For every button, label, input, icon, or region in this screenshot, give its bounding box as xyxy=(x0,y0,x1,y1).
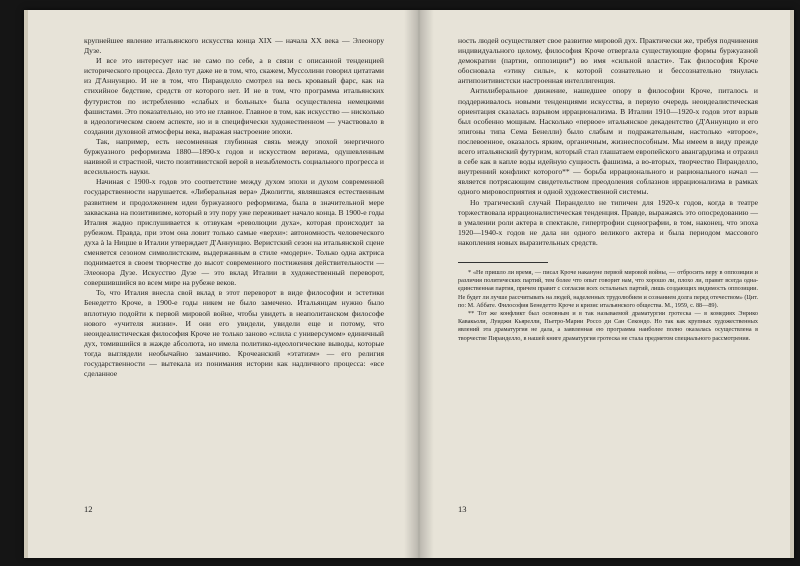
paragraph: Антилиберальное движение, нашедшее опору в философии Кроче, питалось и поддерживалось новыми тенденциями искусства, в первую очередь неоидеалистическая ориентация сказалась взрывом иррационализма. В Италии 1910—1920-х годов этот взрыв был особенно мощным. Насколько «первое» итальянское декадентство (Д'Аннунцио и его эпигоны типа Сема Бенелли) было слабым и подражательным, настолько «второе», послевоенное, оказалось ярким, органичным, жизнеспособным. Мы имеем в виду прежде всего итальянский футуризм, который стал глашатаем европейского авангардизма и отразил в себе как в капле воды идейную сущность фашизма, а во-вторых, творчество Пиранделло, внутренний конфликт которого** — борьба иррационального и рационального начал — является потрясающим свидетельством преодоления соблазнов иррационализма в рамках одного мировосприятия и одной художественной системы. xyxy=(458,86,758,197)
page-edge-right xyxy=(790,10,794,558)
book-gutter xyxy=(404,10,434,558)
left-page xyxy=(84,36,384,379)
right-page xyxy=(458,36,758,343)
page-number-left: 12 xyxy=(84,504,93,514)
footnotes xyxy=(458,269,758,343)
paragraph: То, что Италия внесла свой вклад в этот переворот в виде философии и эстетики Бенедетто Кроче, в 1900-е годы никем не было замечено. Итальянцам нужно было вплотную подойти к первой мировой войне, чтобы увидеть в неаполитанском философе нового «учителя жизни». И они его увидели, увидели еще и потому, что неоидеалистическая философия Кроче не только заново «слила с универсумом» единичный дух, томившийся в жажде абсолюта, но имела политико-идеологические выводы, которые тогда выглядели необычайно заманчиво. Крочеанский «этатизм» — его религия государственности — вытекала из понимания истории как надличного процесса: «все сделанное xyxy=(84,288,384,379)
paragraph: Но трагический случай Пиранделло не типичен для 1920-х годов, когда в театре торжествовала иррационалистическая тенденция. Правде, выражаясь это опосредованию — в умалении роли актера в спектакле, гипертрофии сценографии, в том, наконец, что эпоха 1920—1940-х годов не дала ни одного великого актера и была периодом массового накопления новых выразительных средств. xyxy=(458,197,758,247)
paragraph: крупнейшее явление итальянского искусства конца XIX — начала XX века — Элеонору Дузе. xyxy=(84,36,384,56)
paragraph: Начиная с 1900-х годов это соответствие между духом эпохи и духом современной государственности нарушается. «Либеральная вера» Джолитти, являвшаяся естественным развитием и продолжением идеи буржуазного реформизма, была в значительной мере закваскана на позитивизме, который в эту пору уже переживает начало конца. В 1900-е годы Италия жадно прислушивается к отзвукам «революции духа», которая происходит за рубежом. Правда, при этом она ловит только самые «верхи»: автономность человеческого духа à la Ницше в Италии утверждает Д'Аннунцио. Веристский сезон на итальянской сцене сменяется сезоном символистским, выдержанным в стиле «модерн». Только одна актриса поднимается в своем творчестве до высот современного постижения действительности — Элеонора Дузе. Искусство Дузе — это вклад Италии в художественный переворот, совершившийся во всем мире на рубеже веков. xyxy=(84,177,384,288)
footnote-rule xyxy=(458,262,548,263)
paragraph: Так, например, есть несомненная глубинная связь между эпохой энергичного буржуазного реформизма 1880—1890-х годов и искусством веризма, одушевленным наивной и страстной, чисто позитивистской верой в незыблемость социального прогресса и всесильность науки. xyxy=(84,136,384,177)
footnote: ** Тот же конфликт был основным и в так называемой драматургии гротеска — в комедиях Энрико Кавакьоли, Луиджи Кьярелли, Пьетро-Марии Россо ди Сан Секондо. Но так как крупных художественных явлений эта драматургия не дала, а заявленная ею программа наиболее полно оказалась осуществлена в творчестве Пиранделло, в нашей книге драматургия гротеска не стала предметом специального рассмотрения. xyxy=(458,309,758,342)
page-edge-left xyxy=(24,10,28,558)
page-number-right: 13 xyxy=(458,504,467,514)
book-spread xyxy=(24,10,794,558)
paragraph: ность людей осуществляет свое развитие мировой дух. Практически же, требуя подчинения индивидуального целому, философия Кроче отвергала существующие формы буржуазной демократии (партии, оппозиции*) во имя «сильной власти». Так философия Кроче обосновала «этику силы», к которой сознательно и бессознательно тянулась антипозитивистски настроенная интеллигенция. xyxy=(458,36,758,86)
footnote: * «Не пришло ли время, — писал Кроче накануне первой мировой войны, — отбросить веру в оппозиции и различия политических партий, тем более что опыт говорит нам, что хорошо ли, плохо ли, правит всегда одна-единственная партия, причем правит с согласия всех остальных партий, лишь создающих видимость оппозиции. Не будет ли лучше рассчитывать на людей, наделенных трудолюбием и сознанием долга перед отечеством» (Цит. по: М. Аббате. Философия Бенедетто Кроче и кризис итальянского общества. М., 1959, с. 88—89). xyxy=(458,268,758,309)
paragraph: И все это интересует нас не само по себе, а в связи с описанной тенденцией исторического процесса. Дело тут даже не в том, что, скажем, Муссолини говорил цитатами из Д'Аннунцио. И не в том, что Пиранделло смотрел на весь кровавый фарс, как на стихийное бедствие, средств от которого нет. И не в том, что программа итальянских футуристов по истреблению «слабых и больных» была осуществлена немецкими фашистами. Это показательно, но это не главное. Главное в том, как искусство — нисколько в идеологическом своем аспекте, но и в специфически художественном — участвовало в создании духовной атмосферы века, выражая настроение эпохи. xyxy=(84,56,384,136)
